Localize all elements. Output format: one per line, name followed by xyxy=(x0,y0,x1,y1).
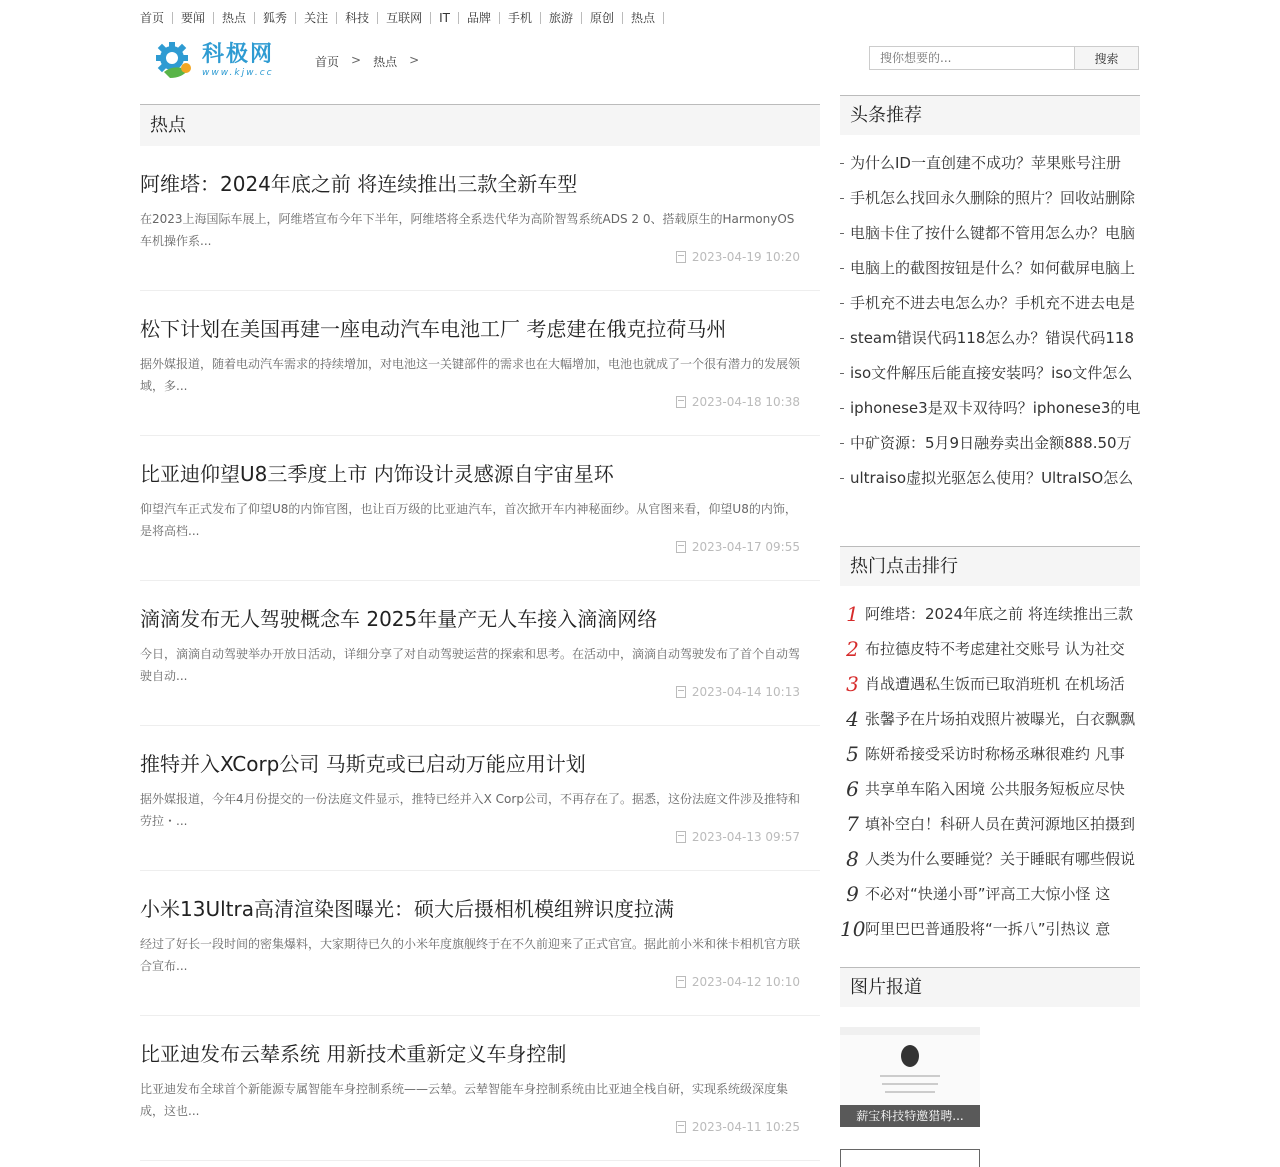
nav-huxiu[interactable]: 狐秀 xyxy=(255,12,296,24)
search-box xyxy=(869,46,1139,70)
headline-item[interactable]: iphonese3是双卡双待吗？iphonese3的电 xyxy=(850,399,1140,417)
text-line-icon xyxy=(885,1091,935,1093)
rank-number: 10 xyxy=(840,916,866,941)
breadcrumb-hot[interactable]: 热点 xyxy=(373,55,398,69)
nav-hot[interactable]: 热点 xyxy=(214,12,255,24)
hot-ranking xyxy=(840,546,1140,946)
nav-tech[interactable]: 科技 xyxy=(337,12,378,24)
article-summary: 仰望汽车正式发布了仰望U8的内饰官图，也让百万级的比亚迪汽车，首次掀开车内神秘面纱。从官图来看，仰望U8的内饰，是将高档... xyxy=(140,502,797,538)
logo-text: 科极网 xyxy=(202,41,275,67)
headline-item[interactable]: 手机充不进去电怎么办？手机充不进去电是 xyxy=(850,294,1136,312)
breadcrumb-home[interactable]: 首页 xyxy=(315,55,340,69)
calendar-icon xyxy=(676,396,686,408)
article-summary: 在2023上海国际车展上，阿维塔宣布今年下半年，阿维塔将全系迭代华为高阶智驾系统ADS 2 0、搭载原生的HarmonyOS车机操作系... xyxy=(140,212,795,248)
article-title[interactable]: 松下计划在美国再建一座电动汽车电池工厂 考虑建在俄克拉荷马州 xyxy=(140,317,727,341)
article-title[interactable]: 推特并入XCorp公司 马斯克或已启动万能应用计划 xyxy=(140,752,586,776)
article-list xyxy=(140,104,820,1161)
calendar-icon xyxy=(676,1121,686,1133)
headline-item[interactable]: 为什么ID一直创建不成功？苹果账号注册 xyxy=(850,154,1121,172)
rank-number: 7 xyxy=(846,811,859,836)
breadcrumb-separator-icon: > xyxy=(409,53,420,67)
article-item xyxy=(140,436,820,581)
rank-item[interactable]: 张馨予在片场拍戏照片被曝光，白衣飘飘 xyxy=(865,710,1136,728)
nav-original[interactable]: 原创 xyxy=(582,12,623,24)
rank-item[interactable]: 陈妍希接受采访时称杨丞琳很难约 凡事 xyxy=(865,745,1125,763)
article-summary: 比亚迪发布全球首个新能源专属智能车身控制系统——云辇。云辇智能车身控制系统由比亚迪全栈自研，实现系统级深度集成，这也... xyxy=(140,1082,789,1118)
article-date: 2023-04-17 09:55 xyxy=(691,540,800,554)
ranking-title: 热门点击排行 xyxy=(840,546,1140,586)
search-button[interactable]: 搜索 xyxy=(1075,46,1139,70)
calendar-icon xyxy=(676,541,686,553)
article-item xyxy=(140,291,820,436)
portrait-icon xyxy=(901,1045,919,1067)
article-title[interactable]: 滴滴发布无人驾驶概念车 2025年量产无人车接入滴滴网络 xyxy=(140,607,658,631)
calendar-icon xyxy=(676,686,686,698)
calendar-icon xyxy=(676,831,686,843)
nav-hot-2[interactable]: 热点 xyxy=(623,12,664,24)
breadcrumb xyxy=(315,53,431,70)
photo-caption: 薪宝科技特邀猎聘... xyxy=(840,1105,980,1127)
photo-card[interactable] xyxy=(840,1027,980,1127)
article-title[interactable]: 小米13Ultra高清渲染图曝光：硕大后摄相机模组辨识度拉满 xyxy=(140,897,674,921)
text-line-icon xyxy=(880,1075,940,1077)
rank-number: 1 xyxy=(846,601,859,626)
breadcrumb-separator-icon: > xyxy=(351,53,362,67)
rank-number: 3 xyxy=(846,671,859,696)
article-date: 2023-04-12 10:10 xyxy=(691,975,800,989)
nav-it[interactable]: IT xyxy=(431,12,459,24)
article-item xyxy=(140,581,820,726)
rank-number: 8 xyxy=(846,846,859,871)
photo-report xyxy=(840,967,1140,1123)
article-title[interactable]: 阿维塔：2024年底之前 将连续推出三款全新车型 xyxy=(140,172,578,196)
article-item xyxy=(140,146,820,291)
nav-brand[interactable]: 品牌 xyxy=(459,12,500,24)
headline-recommend xyxy=(840,95,1140,496)
headline-item[interactable]: 中矿资源：5月9日融券卖出金额888.50万 xyxy=(850,434,1132,452)
nav-mobile[interactable]: 手机 xyxy=(500,12,541,24)
article-date: 2023-04-11 10:25 xyxy=(691,1120,800,1134)
rank-item[interactable]: 阿维塔：2024年底之前 将连续推出三款 xyxy=(865,605,1133,623)
logo-url: www.kjw.cc xyxy=(202,68,274,78)
nav-follow[interactable]: 关注 xyxy=(296,12,337,24)
rank-item[interactable]: 人类为什么要睡觉？关于睡眠有哪些假说 xyxy=(865,850,1136,868)
article-date: 2023-04-14 10:13 xyxy=(691,685,800,699)
rank-item[interactable]: 肖战遭遇私生饭而已取消班机 在机场活 xyxy=(865,675,1125,693)
rank-number: 4 xyxy=(846,706,859,731)
article-item xyxy=(140,871,820,1016)
rank-number: 9 xyxy=(846,881,859,906)
article-item xyxy=(140,1016,820,1161)
headline-item[interactable]: steam错误代码118怎么办？错误代码118 xyxy=(850,329,1134,347)
search-input[interactable] xyxy=(869,46,1075,70)
headline-item[interactable]: 电脑卡住了按什么键都不管用怎么办？电脑 xyxy=(850,224,1136,242)
nav-internet[interactable]: 互联网 xyxy=(378,12,431,24)
article-date: 2023-04-19 10:20 xyxy=(691,250,800,264)
article-summary: 据外媒报道，今年4月份提交的一份法庭文件显示，推特已经并入X Corp公司，不再存在了。据悉，这份法庭文件涉及推特和劳拉・... xyxy=(140,792,800,828)
calendar-icon xyxy=(676,251,686,263)
headline-item[interactable]: iso文件解压后能直接安装吗？iso文件怎么 xyxy=(850,364,1133,382)
nav-home[interactable]: 首页 xyxy=(140,12,173,24)
rank-item[interactable]: 填补空白！科研人员在黄河源地区拍摄到 xyxy=(865,815,1136,833)
top-nav xyxy=(140,10,664,26)
article-title[interactable]: 比亚迪仰望U8三季度上市 内饰设计灵感源自宇宙星环 xyxy=(140,462,614,486)
article-date: 2023-04-18 10:38 xyxy=(691,395,800,409)
nav-news[interactable]: 要闻 xyxy=(173,12,214,24)
headline-item[interactable]: ultraiso虚拟光驱怎么使用？UltraISO怎么 xyxy=(850,469,1134,487)
rank-number: 5 xyxy=(846,741,859,766)
article-summary: 经过了好长一段时间的密集爆料，大家期待已久的小米年度旗舰终于在不久前迎来了正式官宣。据此前小米和徕卡相机官方联合宣布... xyxy=(140,937,801,973)
text-line-icon xyxy=(882,1083,938,1085)
rank-item[interactable]: 阿里巴巴普通股将“一拆八”引热议 意 xyxy=(865,920,1111,938)
article-title[interactable]: 比亚迪发布云辇系统 用新技术重新定义车身控制 xyxy=(140,1042,567,1066)
photo-title: 图片报道 xyxy=(840,967,1140,1007)
photo-thumbnail xyxy=(840,1035,980,1105)
site-logo[interactable] xyxy=(154,38,286,82)
article-date: 2023-04-13 09:57 xyxy=(691,830,800,844)
photo-card-2[interactable] xyxy=(840,1149,980,1167)
calendar-icon xyxy=(676,976,686,988)
rank-number: 6 xyxy=(846,776,859,801)
nav-travel[interactable]: 旅游 xyxy=(541,12,582,24)
rank-item[interactable]: 不必对“快递小哥”评高工大惊小怪 这 xyxy=(865,885,1111,903)
gear-logo-icon xyxy=(154,38,198,82)
article-summary: 今日，滴滴自动驾驶举办开放日活动，详细分享了对自动驾驶运营的探索和思考。在活动中，滴滴自动驾驶发布了首个自动驾驶自动... xyxy=(140,647,801,683)
rank-number: 2 xyxy=(846,636,859,661)
section-title: 热点 xyxy=(140,104,820,146)
headline-item[interactable]: 手机怎么找回永久删除的照片？回收站删除 xyxy=(850,189,1136,207)
article-summary: 据外媒报道，随着电动汽车需求的持续增加，对电池这一关键部件的需求也在大幅增加，电池也就成了一个很有潜力的发展领域，多... xyxy=(140,357,801,393)
headline-title: 头条推荐 xyxy=(840,95,1140,135)
rank-item[interactable]: 共享单车陷入困境 公共服务短板应尽快 xyxy=(865,780,1125,798)
headline-item[interactable]: 电脑上的截图按钮是什么？如何截屏电脑上 xyxy=(850,259,1136,277)
rank-item[interactable]: 布拉德皮特不考虑建社交账号 认为社交 xyxy=(865,640,1125,658)
article-item xyxy=(140,726,820,871)
